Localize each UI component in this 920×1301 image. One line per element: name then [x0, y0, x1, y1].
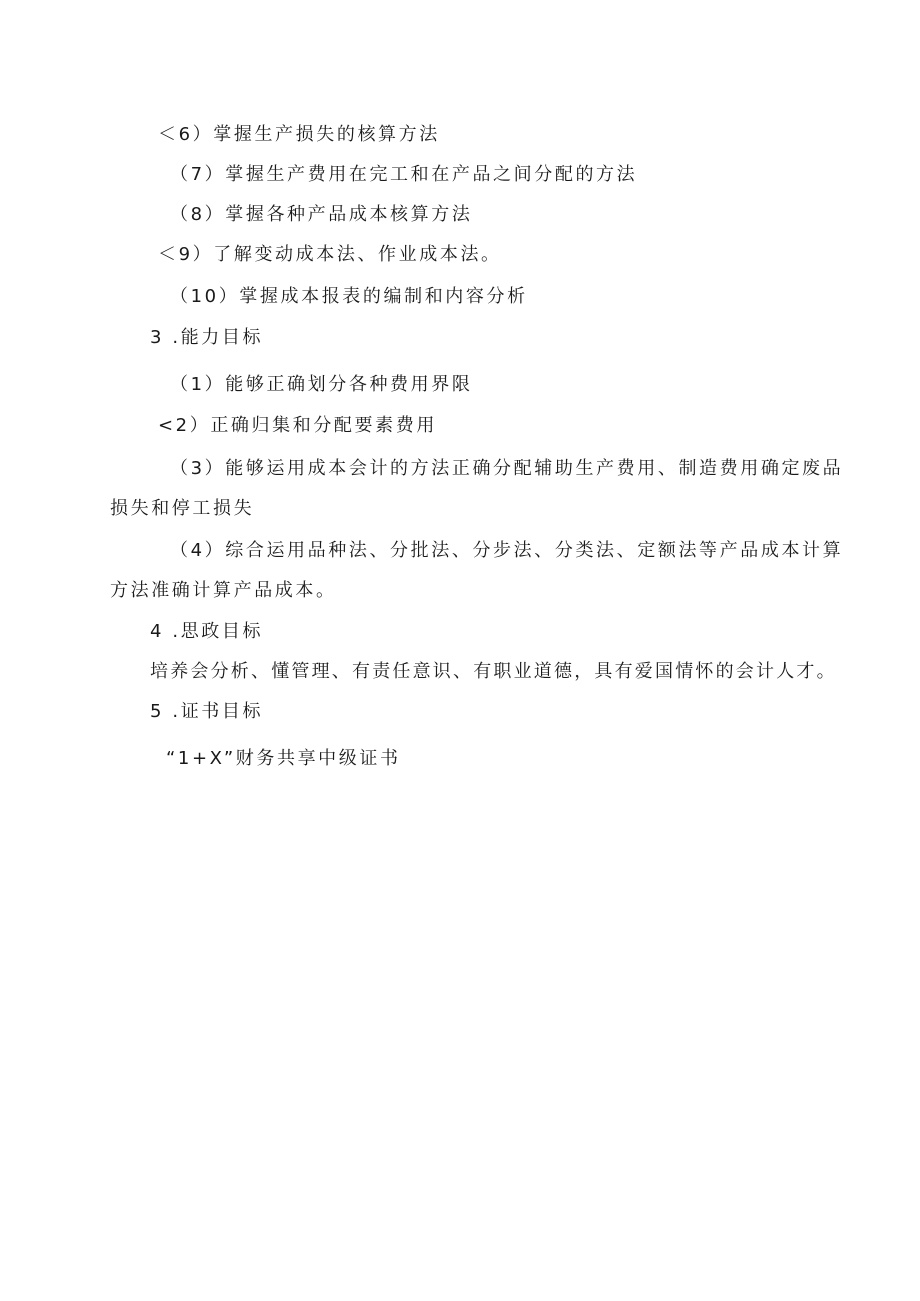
ability-item-3: （3）能够运用成本会计的方法正确分配辅助生产费用、制造费用确定废品 [170, 458, 844, 479]
ability-item-1: （1）能够正确划分各种费用界限 [170, 374, 473, 395]
section-heading-certificate: 5 .证书目标 [150, 701, 264, 722]
knowledge-item-7: （7）掌握生产费用在完工和在产品之间分配的方法 [170, 164, 638, 185]
ideology-paragraph: 培养会分析、懂管理、有责任意识、有职业道德，具有爱国情怀的会计人才。 [150, 661, 837, 682]
ability-item-4: （4）综合运用品种法、分批法、分步法、分类法、定额法等产品成本计算 [170, 540, 844, 561]
knowledge-item-10: （10）掌握成本报表的编制和内容分析 [170, 286, 528, 307]
knowledge-item-8: （8）掌握各种产品成本核算方法 [170, 204, 473, 225]
ability-item-3-continued: 损失和停工损失 [110, 498, 255, 519]
certificate-item: “1+X”财务共享中级证书 [166, 748, 401, 769]
section-heading-ideology: 4 .思政目标 [150, 621, 264, 642]
ability-item-4-continued: 方法准确计算产品成本。 [110, 580, 337, 601]
knowledge-item-9: ＜9）了解变动成本法、作业成本法。 [158, 244, 502, 265]
knowledge-item-6: ＜6）掌握生产损失的核算方法 [158, 124, 440, 145]
ability-item-2: <2）正确归集和分配要素费用 [158, 415, 437, 436]
section-heading-ability: 3 .能力目标 [150, 327, 264, 348]
